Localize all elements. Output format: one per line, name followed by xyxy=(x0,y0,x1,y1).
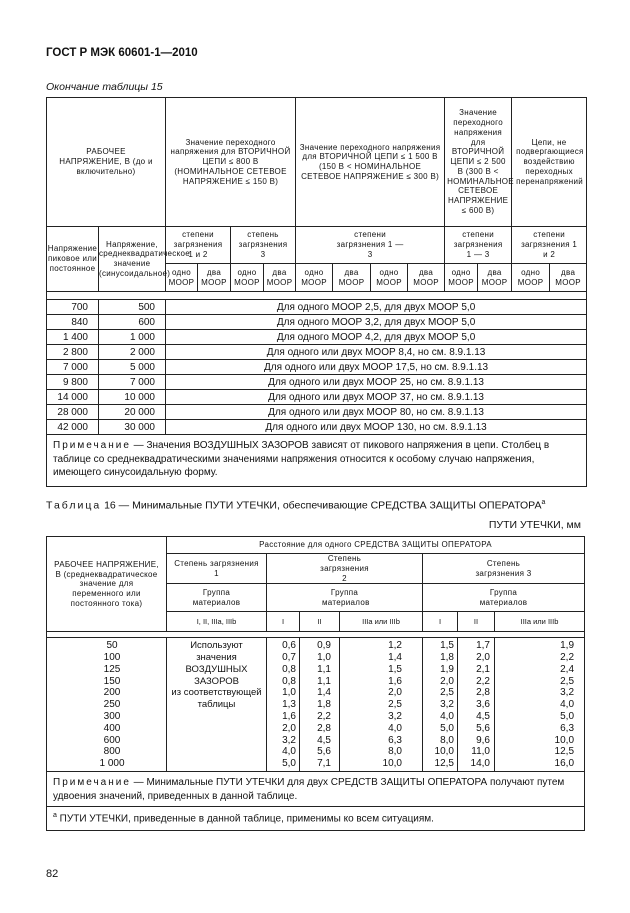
cell-value: 2,1 xyxy=(476,663,490,675)
peak-value: 42 000 xyxy=(47,420,99,435)
cell-value: 1,6 xyxy=(282,711,296,723)
two-moor: два МООР xyxy=(408,264,445,292)
cell-value: 2,0 xyxy=(388,687,402,699)
rms-value: 5 000 xyxy=(99,360,166,375)
cell-value: 4,5 xyxy=(317,734,331,746)
cell-value: 0,8 xyxy=(282,675,296,687)
rms-value: 7 000 xyxy=(99,375,166,390)
rms-value: 600 xyxy=(99,315,166,330)
group-iii: IIIa или IIIb xyxy=(495,612,585,632)
rms-value: 2 000 xyxy=(99,345,166,360)
one-moor: одно МООР xyxy=(445,264,478,292)
table-label: Таблица xyxy=(46,499,102,512)
cell-value: 1,6 xyxy=(388,675,402,687)
clearance-text: Для одного МООР 4,2, для двух МООР 5,0 xyxy=(166,330,587,345)
degree-1-3: степени загрязнения 1 — 3 xyxy=(445,227,512,264)
table-row xyxy=(47,390,587,405)
header-secondary-2500: Значение переходного напряжения для ВТОРИЧНОЙ ЦЕПИ ≤ 2 500 В (300 В < НОМИНАЛЬНОЕ СЕТЕВОЕ НАПРЯЖЕНИЕ ≤ 600 В) xyxy=(445,98,512,227)
cell-value: 3,2 xyxy=(560,687,575,699)
header-peak-voltage: Напряжение пиковое или постоянное xyxy=(47,227,99,292)
cell-value: 0,6 xyxy=(282,640,296,652)
two-moor: два МООР xyxy=(478,264,512,292)
degree1-text: ВОЗДУШНЫХ xyxy=(185,663,248,675)
table-15 xyxy=(46,97,587,487)
cell-value: 10,0 xyxy=(554,734,575,746)
cell-value: 5,0 xyxy=(440,722,454,734)
peak-value: 9 800 xyxy=(47,375,99,390)
cell-value: 1,5 xyxy=(388,663,402,675)
two-moor: два МООР xyxy=(550,264,587,292)
peak-value: 14 000 xyxy=(47,390,99,405)
cell-value: 2,0 xyxy=(440,675,454,687)
page-number: 82 xyxy=(46,868,59,880)
cell-value: 1,0 xyxy=(282,687,296,699)
voltage-value: 150 xyxy=(103,675,121,687)
cell-value: 1,9 xyxy=(440,663,454,675)
cell-value: 12,5 xyxy=(554,746,575,758)
peak-value: 7 000 xyxy=(47,360,99,375)
material-group: Группа материалов xyxy=(267,584,423,612)
cell-value: 0,7 xyxy=(282,652,296,664)
table-row xyxy=(47,405,587,420)
cell-value: 1,1 xyxy=(317,663,331,675)
degree1-text: таблицы xyxy=(197,699,236,711)
cell-value: 3,2 xyxy=(440,699,454,711)
cell-value: 1,4 xyxy=(317,687,331,699)
peak-value: 840 xyxy=(47,315,99,330)
footnote-text: ПУТИ УТЕЧКИ, приведенные в данной таблице, применимы ко всем ситуациям. xyxy=(56,813,434,825)
cell-value: 2,8 xyxy=(317,722,331,734)
cell-value: 2,4 xyxy=(560,663,575,675)
peak-value: 1 400 xyxy=(47,330,99,345)
cell-value: 3,2 xyxy=(282,734,296,746)
group-i: I xyxy=(267,612,300,632)
cell-value: 8,0 xyxy=(440,734,454,746)
cell-value: 5,6 xyxy=(476,722,490,734)
material-group: Группа материалов xyxy=(167,584,267,612)
degree-3: Степень загрязнения 3 xyxy=(423,554,585,584)
d3-iii-column xyxy=(495,638,585,772)
footnote-ref: a xyxy=(541,499,546,506)
cell-value: 2,2 xyxy=(476,675,490,687)
voltage-value: 300 xyxy=(103,711,121,723)
degree-1: Степень загрязнения 1 xyxy=(167,554,267,584)
cell-value: 1,5 xyxy=(440,640,454,652)
peak-value: 2 800 xyxy=(47,345,99,360)
table-row xyxy=(47,300,587,315)
cell-value: 4,0 xyxy=(560,699,575,711)
clearance-text: Для одного или двух МООР 80, но см. 8.9.1.13 xyxy=(166,405,587,420)
cell-value: 0,8 xyxy=(282,663,296,675)
group-ii: II xyxy=(300,612,340,632)
one-moor: одно МООР xyxy=(512,264,550,292)
voltage-value: 200 xyxy=(103,687,121,699)
cell-value: 1,3 xyxy=(282,699,296,711)
voltage-value: 50 xyxy=(106,640,118,652)
voltage-value: 100 xyxy=(103,652,121,664)
clearance-text: Для одного или двух МООР 8,4, но см. 8.9.1.13 xyxy=(166,345,587,360)
d2-ii-column xyxy=(300,638,340,772)
voltage-column xyxy=(47,638,167,772)
cell-value: 14,0 xyxy=(470,758,490,770)
footnote-mark: a xyxy=(53,812,57,820)
degree-1-3: степени загрязнения 1 — 3 xyxy=(296,227,445,264)
voltage-value: 800 xyxy=(103,746,121,758)
degree1-text: ЗАЗОРОВ xyxy=(194,675,239,687)
document-header: ГОСТ Р МЭК 60601-1—2010 xyxy=(46,47,198,59)
cell-value: 4,0 xyxy=(282,746,296,758)
d2-i-column xyxy=(267,638,300,772)
peak-value: 28 000 xyxy=(47,405,99,420)
d3-ii-column xyxy=(458,638,495,772)
header-working-voltage: РАБОЧЕЕ НАПРЯЖЕНИЕ, В (среднеквадратическое значение для переменного или постоянного тока) xyxy=(47,537,167,632)
material-group: Группа материалов xyxy=(423,584,585,612)
d3-i-column xyxy=(423,638,458,772)
degree-1-2: степени загрязнения 1 и 2 xyxy=(166,227,231,264)
cell-value: 2,0 xyxy=(476,652,490,664)
cell-value: 2,2 xyxy=(560,652,575,664)
clearance-text: Для одного МООР 3,2, для двух МООР 5,0 xyxy=(166,315,587,330)
header-circuits: Цепи, не подвергающиеся воздействию переходных перенапряжений xyxy=(512,98,587,227)
cell-value: 1,0 xyxy=(317,652,331,664)
header-secondary-800: Значение переходного напряжения для ВТОРИЧНОЙ ЦЕПИ ≤ 800 В (НОМИНАЛЬНОЕ СЕТЕВОЕ НАПРЯЖЕНИЕ ≤ 150 В) xyxy=(166,98,296,227)
table16-footnote xyxy=(47,807,585,831)
rms-value: 500 xyxy=(99,300,166,315)
degree1-text: Используют xyxy=(190,640,243,652)
degree1-text: значения xyxy=(196,652,237,664)
two-moor: два МООР xyxy=(198,264,231,292)
cell-value: 2,0 xyxy=(282,722,296,734)
degree-1-2: степени загрязнения 1 и 2 xyxy=(512,227,587,264)
degree-3: степень загрязнения 3 xyxy=(231,227,296,264)
two-moor: два МООР xyxy=(333,264,371,292)
voltage-value: 125 xyxy=(103,663,121,675)
table-row xyxy=(47,375,587,390)
peak-value: 700 xyxy=(47,300,99,315)
cell-value: 2,5 xyxy=(440,687,454,699)
voltage-value: 400 xyxy=(103,722,121,734)
header-working-voltage: РАБОЧЕЕ НАПРЯЖЕНИЕ, В (до и включительно) xyxy=(47,98,166,227)
table-16 xyxy=(46,536,585,831)
clearance-text: Для одного или двух МООР 17,5, но см. 8.9.1.13 xyxy=(166,360,587,375)
clearance-text: Для одного или двух МООР 130, но см. 8.9.1.13 xyxy=(166,420,587,435)
cell-value: 6,3 xyxy=(388,734,402,746)
cell-value: 3,6 xyxy=(476,699,490,711)
header-distance: Расстояние для одного СРЕДСТВА ЗАЩИТЫ ОПЕРАТОРА xyxy=(167,537,585,554)
clearance-text: Для одного или двух МООР 25, но см. 8.9.1.13 xyxy=(166,375,587,390)
cell-value: 1,2 xyxy=(388,640,402,652)
cell-value: 12,5 xyxy=(434,758,454,770)
note-text: — Минимальные ПУТИ УТЕЧКИ для двух СРЕДСТВ ЗАЩИТЫ ОПЕРАТОРА получают путем удвоения значений, приведенных в данной таблице. xyxy=(53,777,565,802)
cell-value: 1,9 xyxy=(560,640,575,652)
rms-value: 20 000 xyxy=(99,405,166,420)
cell-value: 2,5 xyxy=(388,699,402,711)
table16-note xyxy=(47,772,585,807)
group-all: I, II, IIIa, IIIb xyxy=(167,612,267,632)
cell-value: 11,0 xyxy=(471,746,490,758)
cell-value: 16,0 xyxy=(554,758,575,770)
cell-value: 0,9 xyxy=(317,640,331,652)
cell-value: 1,8 xyxy=(440,652,454,664)
cell-value: 1,4 xyxy=(388,652,402,664)
table-row xyxy=(47,330,587,345)
one-moor: одно МООР xyxy=(371,264,408,292)
group-ii: II xyxy=(458,612,495,632)
one-moor: одно МООР xyxy=(231,264,264,292)
table-row xyxy=(47,315,587,330)
cell-value: 1,8 xyxy=(317,699,331,711)
cell-value: 2,5 xyxy=(560,675,575,687)
table16-title xyxy=(46,499,545,512)
header-secondary-1500: Значение переходного напряжения для ВТОРИЧНОЙ ЦЕПИ ≤ 1 500 В (150 В < НОМИНАЛЬНОЕ СЕТЕВОЕ НАПРЯЖЕНИЕ ≤ 300 В) xyxy=(296,98,445,227)
table-title-text: 16 — Минимальные ПУТИ УТЕЧКИ, обеспечивающие СРЕДСТВА ЗАЩИТЫ ОПЕРАТОРА xyxy=(101,499,542,512)
voltage-value: 600 xyxy=(103,734,121,746)
cell-value: 9,6 xyxy=(476,734,490,746)
note-text: — Значения ВОЗДУШНЫХ ЗАЗОРОВ зависят от пикового напряжения в цепи. Столбец в таблице со среднеквадратическими значениями напряжения относится к особому случаю напряжения, имеющего синусоидальную форму. xyxy=(53,440,550,478)
two-moor: два МООР xyxy=(264,264,296,292)
cell-value: 5,6 xyxy=(317,746,331,758)
cell-value: 10,0 xyxy=(434,746,454,758)
cell-value: 6,3 xyxy=(560,722,575,734)
table-row xyxy=(47,360,587,375)
cell-value: 5,0 xyxy=(282,758,296,770)
note-label: Примечание xyxy=(53,440,131,451)
cell-value: 1,7 xyxy=(476,640,490,652)
cell-value: 4,0 xyxy=(440,711,454,723)
table16-unit: ПУТИ УТЕЧКИ, мм xyxy=(488,519,581,531)
cell-value: 7,1 xyxy=(317,758,331,770)
group-iii: IIIa или IIIb xyxy=(340,612,423,632)
table-row xyxy=(47,420,587,435)
cell-value: 2,8 xyxy=(476,687,490,699)
one-moor: одно МООР xyxy=(166,264,198,292)
group-i: I xyxy=(423,612,458,632)
header-rms-voltage: Напряжение, среднеквадратическое значение (синусоидальное) xyxy=(99,227,166,292)
cell-value: 3,2 xyxy=(388,711,402,723)
degree1-column xyxy=(167,638,267,772)
voltage-value: 1 000 xyxy=(99,758,125,770)
voltage-value: 250 xyxy=(103,699,121,711)
degree1-text: из соответствующей xyxy=(171,687,262,699)
clearance-text: Для одного МООР 2,5, для двух МООР 5,0 xyxy=(166,300,587,315)
rms-value: 10 000 xyxy=(99,390,166,405)
table15-caption: Окончание таблицы 15 xyxy=(46,81,163,93)
one-moor: одно МООР xyxy=(296,264,333,292)
cell-value: 5,0 xyxy=(560,711,575,723)
rms-value: 30 000 xyxy=(99,420,166,435)
degree-2: Степень загрязнения 2 xyxy=(267,554,423,584)
cell-value: 1,1 xyxy=(317,675,331,687)
rms-value: 1 000 xyxy=(99,330,166,345)
table-row xyxy=(47,345,587,360)
table15-note xyxy=(47,435,587,487)
d2-iii-column xyxy=(340,638,423,772)
cell-value: 2,2 xyxy=(317,711,331,723)
cell-value: 4,5 xyxy=(476,711,490,723)
cell-value: 8,0 xyxy=(388,746,402,758)
clearance-text: Для одного или двух МООР 37, но см. 8.9.1.13 xyxy=(166,390,587,405)
cell-value: 10,0 xyxy=(382,758,402,770)
cell-value: 4,0 xyxy=(388,722,402,734)
note-label: Примечание xyxy=(53,777,131,789)
